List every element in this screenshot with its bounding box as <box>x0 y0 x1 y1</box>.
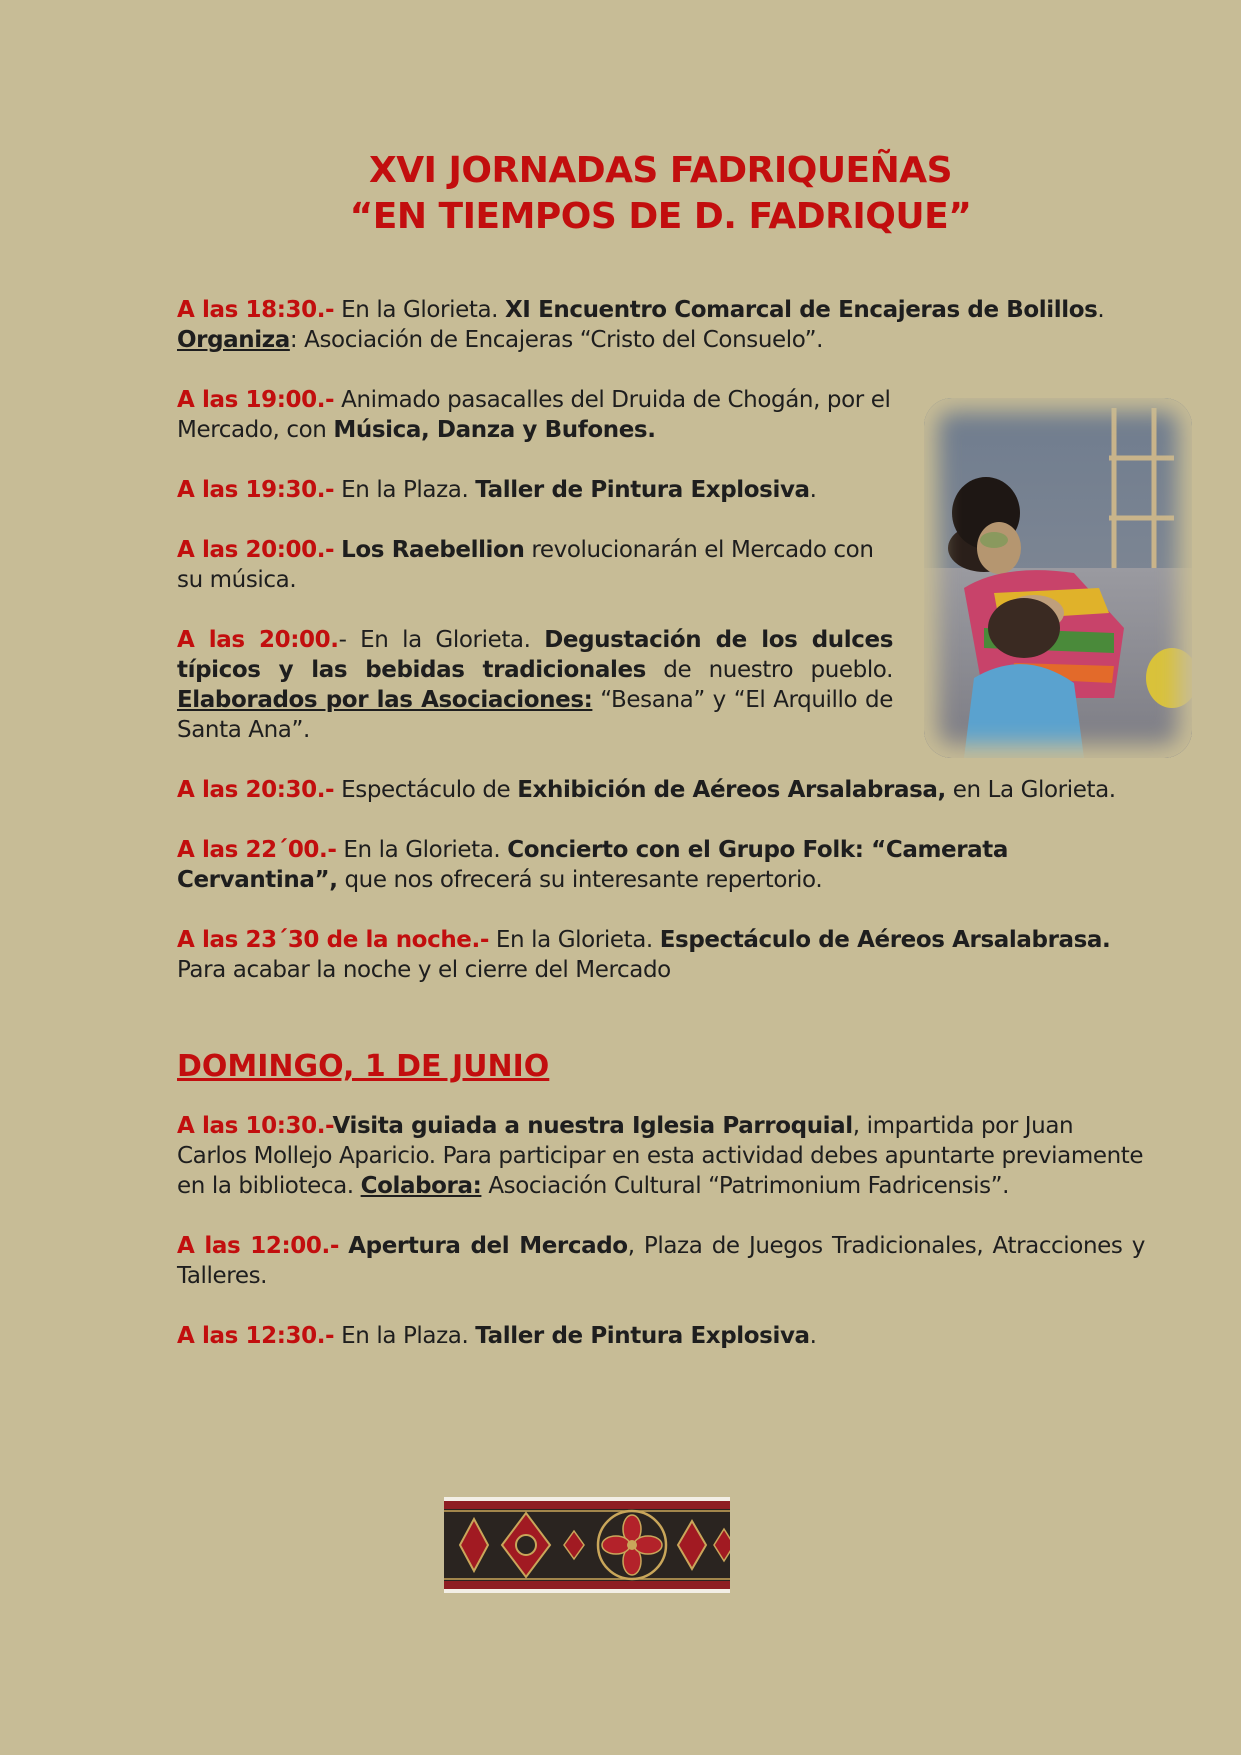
event-time: A las 12:30.- <box>177 1323 335 1349</box>
event-highlight: Degustación de los dulces típicos y las bebidas tradicionales <box>177 627 893 683</box>
event-text: En la Glorieta. <box>336 837 508 863</box>
event-highlight: Espectáculo de Aéreos Arsalabrasa. <box>659 927 1111 953</box>
event-highlight: Apertura del Mercado <box>348 1233 628 1259</box>
event-sunday-1200 <box>177 1231 1145 1291</box>
event-highlight: Los Raebellion <box>341 537 525 563</box>
event-1900 <box>177 385 893 445</box>
event-time: A las 12:00.- <box>177 1233 339 1259</box>
event-sunday-1030 <box>177 1111 1145 1201</box>
decorative-border-ornament <box>444 1497 730 1593</box>
event-sunday-1230 <box>177 1321 1145 1351</box>
event-1930 <box>177 475 893 505</box>
event-text: En la Glorieta. <box>488 927 660 953</box>
event-text: : Asociación de Encajeras “Cristo del Consuelo”. <box>289 327 824 353</box>
event-time: A las 18:30.- <box>177 297 335 323</box>
event-associations-label: Elaborados por las Asociaciones: <box>177 687 593 713</box>
event-time: A las 20:30.- <box>177 777 335 803</box>
event-text: En la Plaza. <box>334 477 476 503</box>
event-time: A las 19:30.- <box>177 477 335 503</box>
event-time: A las 20:00.- <box>177 537 335 563</box>
event-time: A las 10:30.- <box>177 1113 333 1139</box>
event-organizer-label: Organiza <box>177 327 290 353</box>
event-text: Espectáculo de <box>334 777 518 803</box>
sunday-heading: DOMINGO, 1 DE JUNIO <box>177 1049 550 1084</box>
event-highlight: XI Encuentro Comarcal de Encajeras de Bolillos <box>504 297 1098 323</box>
event-text: En la Plaza. <box>334 1323 476 1349</box>
event-text: de nuestro pueblo. <box>645 657 893 683</box>
event-text <box>339 1233 348 1259</box>
title-line-2: “EN TIEMPOS DE D. FADRIQUE” <box>349 196 972 237</box>
event-time: A las 20:00. <box>177 627 339 653</box>
event-time: A las 19:00.- <box>177 387 335 413</box>
program-content <box>177 295 1145 1381</box>
event-time: A las 23´30 de la noche.- <box>177 927 489 953</box>
event-2000-a <box>177 535 893 595</box>
event-text: . <box>1097 297 1105 323</box>
event-1830 <box>177 295 1145 355</box>
event-highlight: Taller de Pintura Explosiva <box>475 1323 810 1349</box>
event-text: “Besana” y “El Arquillo de Santa Ana”. <box>177 687 893 743</box>
event-text: , Plaza de Juegos Tradicionales, Atracciones y Talleres. <box>177 1233 1145 1289</box>
title-line-1: XVI JORNADAS FADRIQUEÑAS <box>368 150 953 191</box>
event-2000-b <box>177 625 893 745</box>
event-highlight: Concierto con el Grupo Folk: “Camerata Cervantina”, <box>177 837 1008 893</box>
event-collaborator-label: Colabora: <box>360 1173 482 1199</box>
event-2030 <box>177 775 1145 805</box>
event-text: Para acabar la noche y el cierre del Mercado <box>177 957 671 983</box>
event-text: revolucionarán el Mercado con su música. <box>177 537 874 593</box>
event-highlight: Visita guiada a nuestra Iglesia Parroquial <box>332 1113 853 1139</box>
page-title <box>0 148 1241 240</box>
event-text: en La Glorieta. <box>945 777 1116 803</box>
event-highlight: Taller de Pintura Explosiva <box>475 477 810 503</box>
event-text: En la Glorieta. <box>334 297 505 323</box>
event-highlight: Música, Danza y Bufones. <box>333 417 656 443</box>
event-text: que nos ofrecerá su interesante repertorio. <box>337 867 823 893</box>
event-text: Asociación Cultural “Patrimonium Fadricensis”. <box>481 1173 1010 1199</box>
event-text: - En la Glorieta. <box>338 627 545 653</box>
event-highlight: Exhibición de Aéreos Arsalabrasa, <box>517 777 946 803</box>
event-2330 <box>177 925 1145 985</box>
event-text: Animado pasacalles del Druida de Chogán, por el Mercado, con <box>177 387 891 443</box>
event-time: A las 22´00.- <box>177 837 337 863</box>
event-text: , impartida por Juan Carlos Mollejo Aparicio. Para participar en esta actividad debes apuntarte previamente en la biblioteca. <box>177 1113 1144 1199</box>
event-text: . <box>809 1323 817 1349</box>
event-2200 <box>177 835 1145 895</box>
event-text: . <box>809 477 817 503</box>
